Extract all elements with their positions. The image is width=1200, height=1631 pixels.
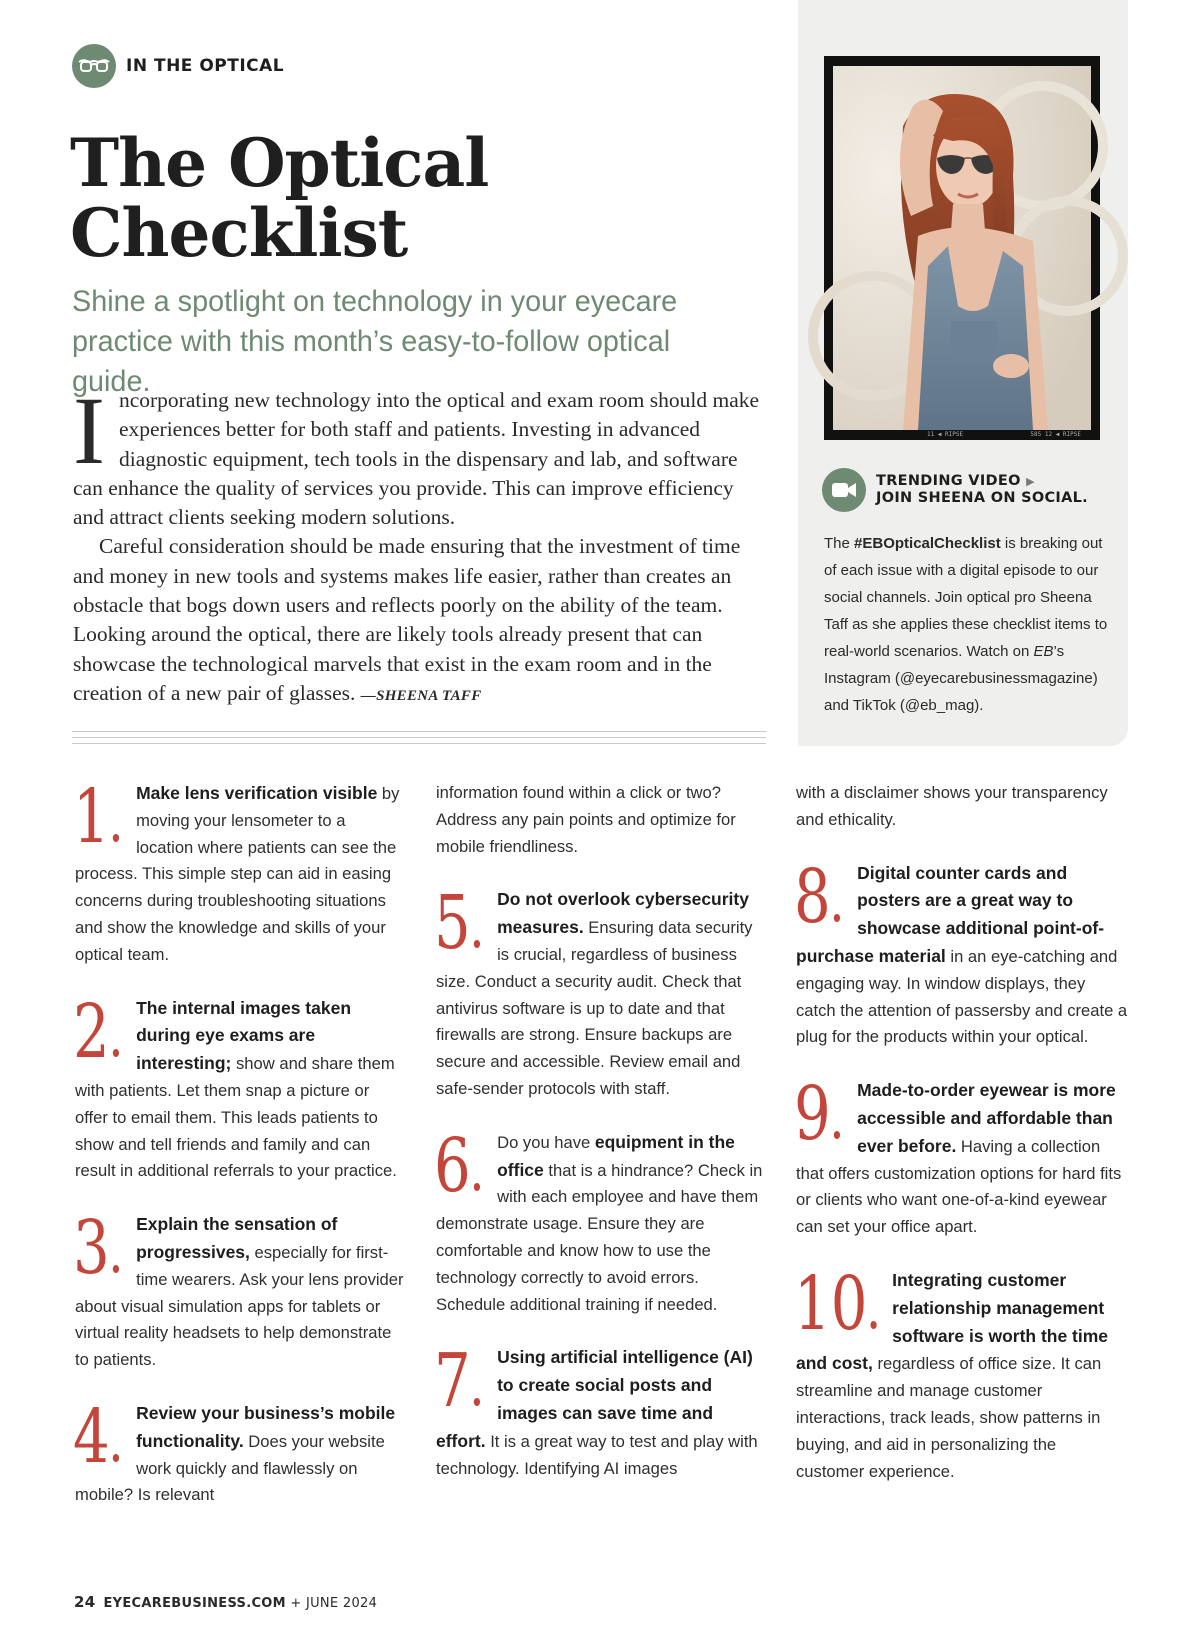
checklist-item-3 [73, 1205, 405, 1374]
checklist-item-6 [434, 1122, 766, 1319]
article-subtitle: Shine a spotlight on technology in your eyecare practice with this month’s easy-to-follow optical guide. [72, 285, 678, 398]
item-body: Having a collection that offers customization options for hard fits or clients who want one-of-a-kind eyewear can set your office apart. [796, 1136, 1122, 1237]
item-lead: Make lens verification visible [136, 783, 378, 803]
item-lead: Review your business’s mobile functionality. [136, 1402, 396, 1451]
item-number: 1 [73, 786, 121, 848]
item-number: 4 [73, 1406, 121, 1468]
glasses-icon [72, 44, 116, 88]
item-body: in an eye-catching and engaging way. In window displays, they catch the attention of passersby and create a plug for the products within your optical. [796, 946, 1128, 1047]
item-pre: Do you have [497, 1132, 595, 1152]
page-number: 24 [74, 1593, 96, 1611]
item-body: show and share them with patients. Let them snap a picture or offer to email them. This leads patients to show and tell friends and family and can result in additional referrals to your practice. [75, 1054, 397, 1181]
item-number: 6 [434, 1135, 482, 1197]
footer-date: JUNE 2024 [305, 1596, 378, 1611]
item-lead: Explain the sensation of progressives, [136, 1214, 338, 1262]
intro-paragraph-1 [73, 377, 763, 532]
checklist-item-8 [794, 853, 1128, 1052]
item-7-continued: with a disclaimer shows your transparency and ethicality. [796, 783, 1108, 829]
drop-cap: I [73, 377, 105, 484]
checklist-item-9 [794, 1071, 1128, 1241]
footer-separator: + [285, 1596, 306, 1611]
section-label-text: IN THE OPTICAL [126, 56, 285, 76]
item-lead: Integrating customer relationship management software is worth the time and cost, [796, 1269, 1109, 1374]
checklist-item-1 [73, 774, 405, 969]
column-1 [73, 774, 405, 1535]
trending-text [876, 473, 1088, 507]
item-number: 5 [434, 892, 482, 954]
item-body: It is a great way to test and play with technology. Identifying AI images [436, 1431, 758, 1478]
play-arrow-icon: ▶ [1026, 475, 1035, 488]
item-body: by moving your lensometer to a location where patients can see the process. This simple step can aid in easing concerns during troubleshooting situations and show the knowledge and skills of your optical team. [75, 784, 400, 964]
item-lead: Do not overlook cybersecurity measures. [497, 889, 749, 938]
divider-rules [72, 731, 766, 749]
intro-p1-text: ncorporating new technology into the optical and exam room should make experiences better for both staff and patients. Investing in advanced diagnostic equipment, tech tools in the dispensary and lab, and software can enhance the quality of services you provide. This can improve efficiency and attract clients seeking modern solutions. [73, 388, 760, 530]
item-body: especially for first-time wearers. Ask your lens provider about visual simulation apps for tablets or virtual reality headsets to help demonstrate to patients. [75, 1242, 404, 1370]
intro-paragraph-2 [73, 532, 763, 711]
item-lead: The internal images taken during eye exams are interesting; [136, 997, 352, 1074]
checklist-item-2 [73, 988, 405, 1186]
item-number: 9 [794, 1083, 842, 1145]
item-body: Does your website work quickly and flawlessly on mobile? Is relevant [75, 1431, 385, 1505]
page-footer [74, 1593, 377, 1611]
item-number: 7 [434, 1350, 482, 1412]
item-number: 3 [73, 1217, 121, 1279]
hashtag: #EBOpticalChecklist [854, 535, 1001, 552]
title-line-2: Checklist [70, 194, 408, 272]
footer-site: EYECAREBUSINESS.COM [103, 1596, 286, 1611]
photo-frame [824, 56, 1100, 440]
item-lead: Digital counter cards and posters are a great way to showcase additional point-of-purchase material [796, 862, 1105, 966]
byline: —SHEENA TAFF [360, 687, 482, 704]
checklist-item-10 [794, 1260, 1128, 1485]
item-body: that is a hindrance? Check in with each employee and have them demonstrate usage. Ensure they are comfortable and know how to use the technology correctly to avoid errors. Schedule additional training if needed. [436, 1160, 763, 1314]
item-4-continued: information found within a click or two? Address any pain points and optimize for mobile friendliness. [436, 783, 736, 856]
sheena-taff-photo [833, 66, 1091, 438]
trending-video-callout [822, 468, 1088, 512]
column-2 [436, 780, 766, 1508]
section-label [72, 44, 284, 88]
item-body: regardless of office size. It can streamline and manage customer interactions, track leads, show patterns in buying, and aid in personalizing the customer experience. [796, 1354, 1102, 1481]
sidebar-copy-pre: The [824, 535, 855, 552]
trending-line-2: JOIN SHEENA ON SOCIAL. [876, 490, 1088, 506]
title-line-1: The Optical [70, 124, 489, 202]
sidebar-copy-mid: is breaking out of each issue with a digital episode to our social channels. Join optical pro Sheena Taff as she applies these checklist items to real-world scenarios. Watch on [824, 535, 1108, 660]
checklist-item-4 [73, 1393, 405, 1509]
item-lead: equipment in the office [497, 1131, 735, 1180]
item-number: 10 [794, 1273, 878, 1335]
item-number: 2 [73, 1001, 121, 1063]
item-body: Ensuring data security is crucial, regardless of business size. Conduct a security audit. Check that antivirus software is up to date and that firewalls are strong. Ensure backups are secure and accessible. Review email and safe-sender protocols with staff. [436, 918, 753, 1098]
trending-line-1: TRENDING VIDEO [876, 473, 1021, 489]
intro-p2-text: Careful consideration should be made ensuring that the investment of time and money in new tools and systems makes life easier, rather than creates an obstacle that bogs down users and reflects poorly on the ability of the team. Looking around the optical, there are likely tools already present that can showcase the technological marvels that exist in the exam room and in the creation of a new pair of glasses. [73, 534, 741, 705]
sidebar-copy-post: ’s Instagram (@eyecarebusinessmagazine) and TikTok (@eb_mag). [824, 643, 1098, 714]
intro [73, 377, 763, 711]
video-camera-icon [822, 468, 866, 512]
item-lead: Made-to-order eyewear is more accessible and affordable than ever before. [857, 1080, 1116, 1156]
column-3 [796, 780, 1128, 1511]
checklist-item-7 [434, 1338, 766, 1482]
sidebar [798, 0, 1128, 746]
checklist-item-5 [434, 880, 766, 1102]
item-number: 8 [794, 866, 842, 928]
sidebar-copy [824, 530, 1114, 719]
article-title [70, 124, 670, 272]
item-lead: Using artificial intelligence (AI) to create social posts and images can save time and effort. [436, 1347, 753, 1451]
frame-mark-left: 11 ◀ RIPSE [927, 431, 964, 438]
eb-italic: EB [1033, 643, 1054, 660]
frame-mark-right: 585 12 ◀ RIPSE [1030, 431, 1081, 438]
